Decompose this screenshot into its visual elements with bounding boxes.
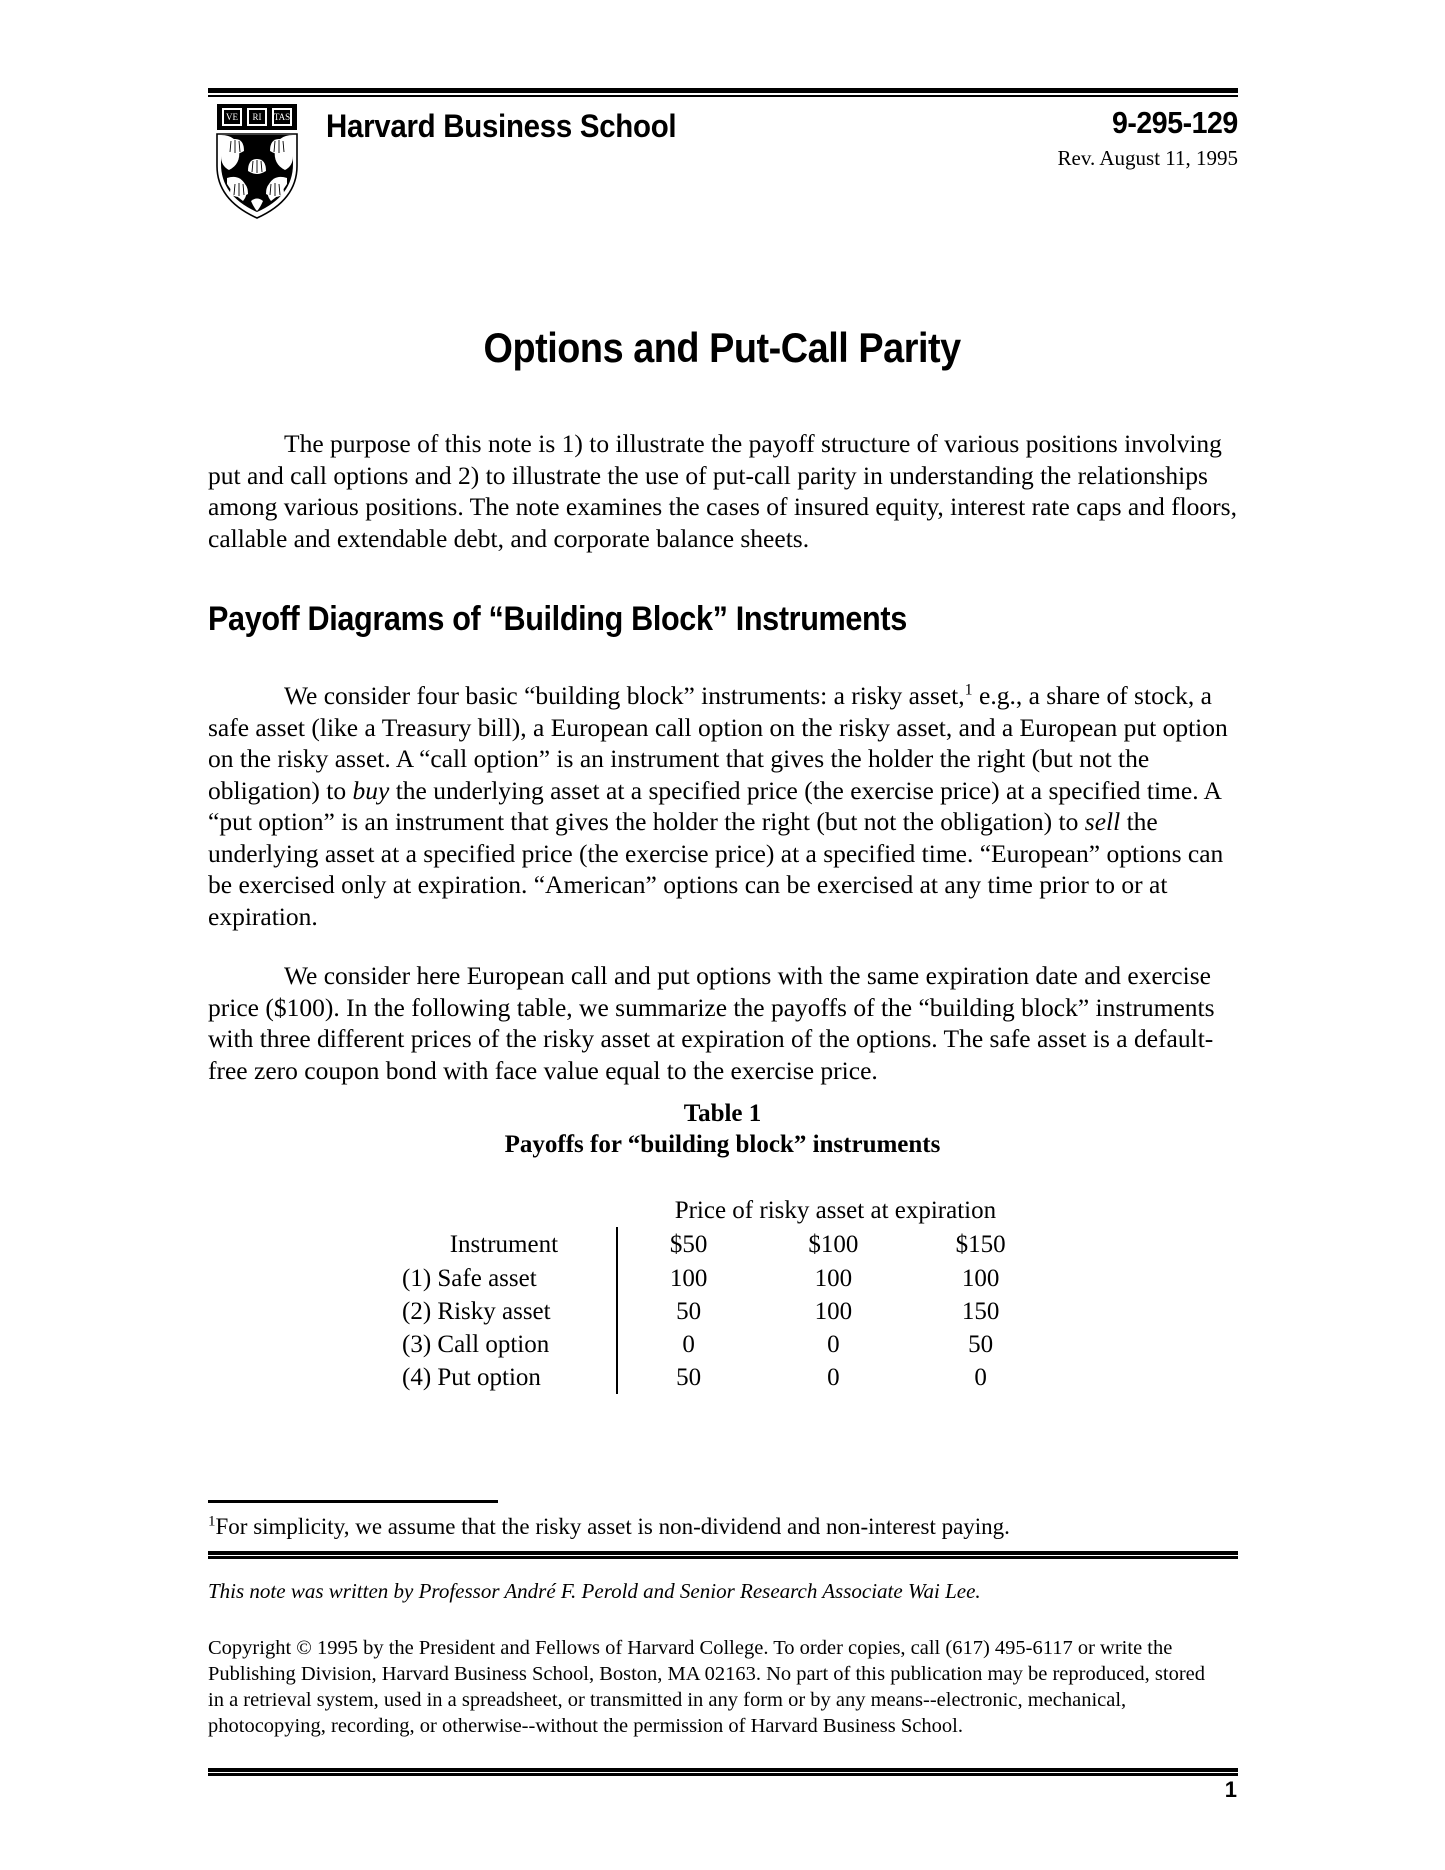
- column-header-price-150: $150: [955, 1230, 1006, 1258]
- table-corner-cell: [392, 1192, 617, 1227]
- footnote-reference-marker: 1: [964, 681, 973, 699]
- case-number: 9-295-129: [1112, 105, 1238, 140]
- para1-part-d: the underlying asset at a specified price (the exercise price) at a specified time. “European” options can be exercised only at expiration. “American” options can be exercised at any time prior to or at expiration.: [208, 807, 1224, 931]
- cell-safe-asset-150: 100: [961, 1264, 1000, 1292]
- cell-safe-asset-100: 100: [814, 1264, 853, 1292]
- page-header: [208, 88, 1238, 238]
- para1-part-c: the underlying asset at a specified price (the exercise price) at a specified time. A “put option” is an instrument that gives the holder the right (but not the obligation) to: [208, 775, 1221, 836]
- building-blocks-paragraph-block: [208, 680, 1238, 932]
- column-header-price-100: $100: [808, 1230, 859, 1258]
- cell-safe-asset-50: 100: [617, 1262, 760, 1295]
- payoff-table-container: [392, 1192, 1054, 1394]
- copyright-notice: Copyright © 1995 by the President and Fellows of Harvard College. To order copies, call (617) 495-6117 or write the Publishing Division, Harvard Business School, Boston, MA 02163. No part of this publication may be reproduced, stored in a retrieval system, used in a spreadsheet, or transmitted in any form or by any means--electronic, mechanical, photocopying, recording, or otherwise--without the permission of Harvard Business School.: [208, 1637, 1206, 1737]
- section-heading-text: Payoff Diagrams of “Building Block” Instruments: [208, 600, 907, 638]
- emphasis-buy: buy: [352, 775, 390, 805]
- cell-call-option-100: 0: [827, 1330, 840, 1358]
- school-name: Harvard Business School: [326, 108, 677, 144]
- svg-text:RI: RI: [252, 112, 262, 122]
- page-title-text: Options and Put-Call Parity: [483, 324, 962, 372]
- section-heading-block: [208, 600, 1238, 639]
- page-title: [0, 324, 1445, 372]
- table-caption-line1: Table 1: [683, 1100, 762, 1127]
- cell-call-option-150: 50: [968, 1330, 994, 1358]
- footer-bottom-rule: [208, 1768, 1238, 1776]
- cell-put-option-150: 0: [974, 1363, 987, 1391]
- header-divider-rule: [208, 88, 1238, 97]
- footer-top-rule: [208, 1551, 1238, 1559]
- cell-risky-asset-150: 150: [961, 1297, 1000, 1325]
- table-caption: [0, 1098, 1445, 1160]
- column-header-price-50: $50: [617, 1227, 760, 1262]
- footnote: [208, 1513, 1238, 1541]
- intro-paragraph: The purpose of this note is 1) to illustrate the payoff structure of various positions involving put and call options and 2) to illustrate the use of put-call parity in understanding the relationships among various positions. The note examines the cases of insured equity, interest rate caps and floors, callable and extendable debt, and corporate balance sheets.: [208, 429, 1237, 553]
- row-instrument-safe-asset: (1) Safe asset: [402, 1264, 537, 1292]
- cell-risky-asset-50: 50: [617, 1295, 760, 1328]
- emphasis-sell: sell: [1084, 807, 1121, 836]
- table-row: [392, 1295, 1054, 1328]
- revision-date: Rev. August 11, 1995: [1057, 146, 1238, 170]
- footnote-separator-rule: [208, 1500, 498, 1503]
- row-instrument-call-option: (3) Call option: [402, 1330, 550, 1358]
- table-row: [392, 1328, 1054, 1361]
- cell-put-option-50: 50: [617, 1361, 760, 1394]
- exercise-price-paragraph-block: [208, 960, 1238, 1086]
- building-blocks-paragraph: [208, 680, 1238, 932]
- author-credit: This note was written by Professor André F. Perold and Senior Research Associate Wai Lee.: [208, 1579, 981, 1603]
- exercise-price-paragraph: We consider here European call and put options with the same expiration date and exercise price ($100). In the following table, we summarize the payoffs of the “building block” instruments with three different prices of the risky asset at expiration of the options. The safe asset is a default-free zero coupon bond with face value equal to the exercise price.: [208, 961, 1215, 1085]
- table-group-header-row: [392, 1192, 1054, 1227]
- table-column-header-row: [392, 1227, 1054, 1262]
- row-instrument-risky-asset: (2) Risky asset: [402, 1297, 551, 1325]
- footnote-text: For simplicity, we assume that the risky asset is non-dividend and non-interest paying.: [215, 1514, 1010, 1539]
- table-caption-line2: Payoffs for “building block” instruments: [504, 1131, 941, 1158]
- footnote-marker: 1: [208, 1513, 216, 1530]
- svg-text:VE: VE: [226, 112, 238, 122]
- para1-part-a: We consider four basic “building block” instruments: a risky asset,: [284, 681, 965, 710]
- payoff-table: [392, 1192, 1054, 1394]
- cell-put-option-100: 0: [827, 1363, 840, 1391]
- svg-text:TAS: TAS: [273, 112, 291, 122]
- page-number: 1: [1224, 1777, 1237, 1802]
- intro-paragraph-block: [208, 428, 1238, 554]
- row-instrument-put-option: (4) Put option: [402, 1363, 541, 1391]
- section-heading: [208, 600, 1238, 639]
- group-header-price: Price of risky asset at expiration: [674, 1197, 997, 1224]
- table-row: [392, 1262, 1054, 1295]
- harvard-shield-logo: [215, 104, 299, 219]
- cell-call-option-50: 0: [617, 1328, 760, 1361]
- para1-part-b: e.g., a share of stock, a safe asset (like a Treasury bill), a European call option on the risky asset, and a European put option on the risky asset. A “call option” is an instrument that gives the holder the right (but not the obligation) to: [208, 681, 1228, 805]
- cell-risky-asset-100: 100: [814, 1297, 853, 1325]
- column-header-instrument: Instrument: [449, 1231, 559, 1258]
- table-row: [392, 1361, 1054, 1394]
